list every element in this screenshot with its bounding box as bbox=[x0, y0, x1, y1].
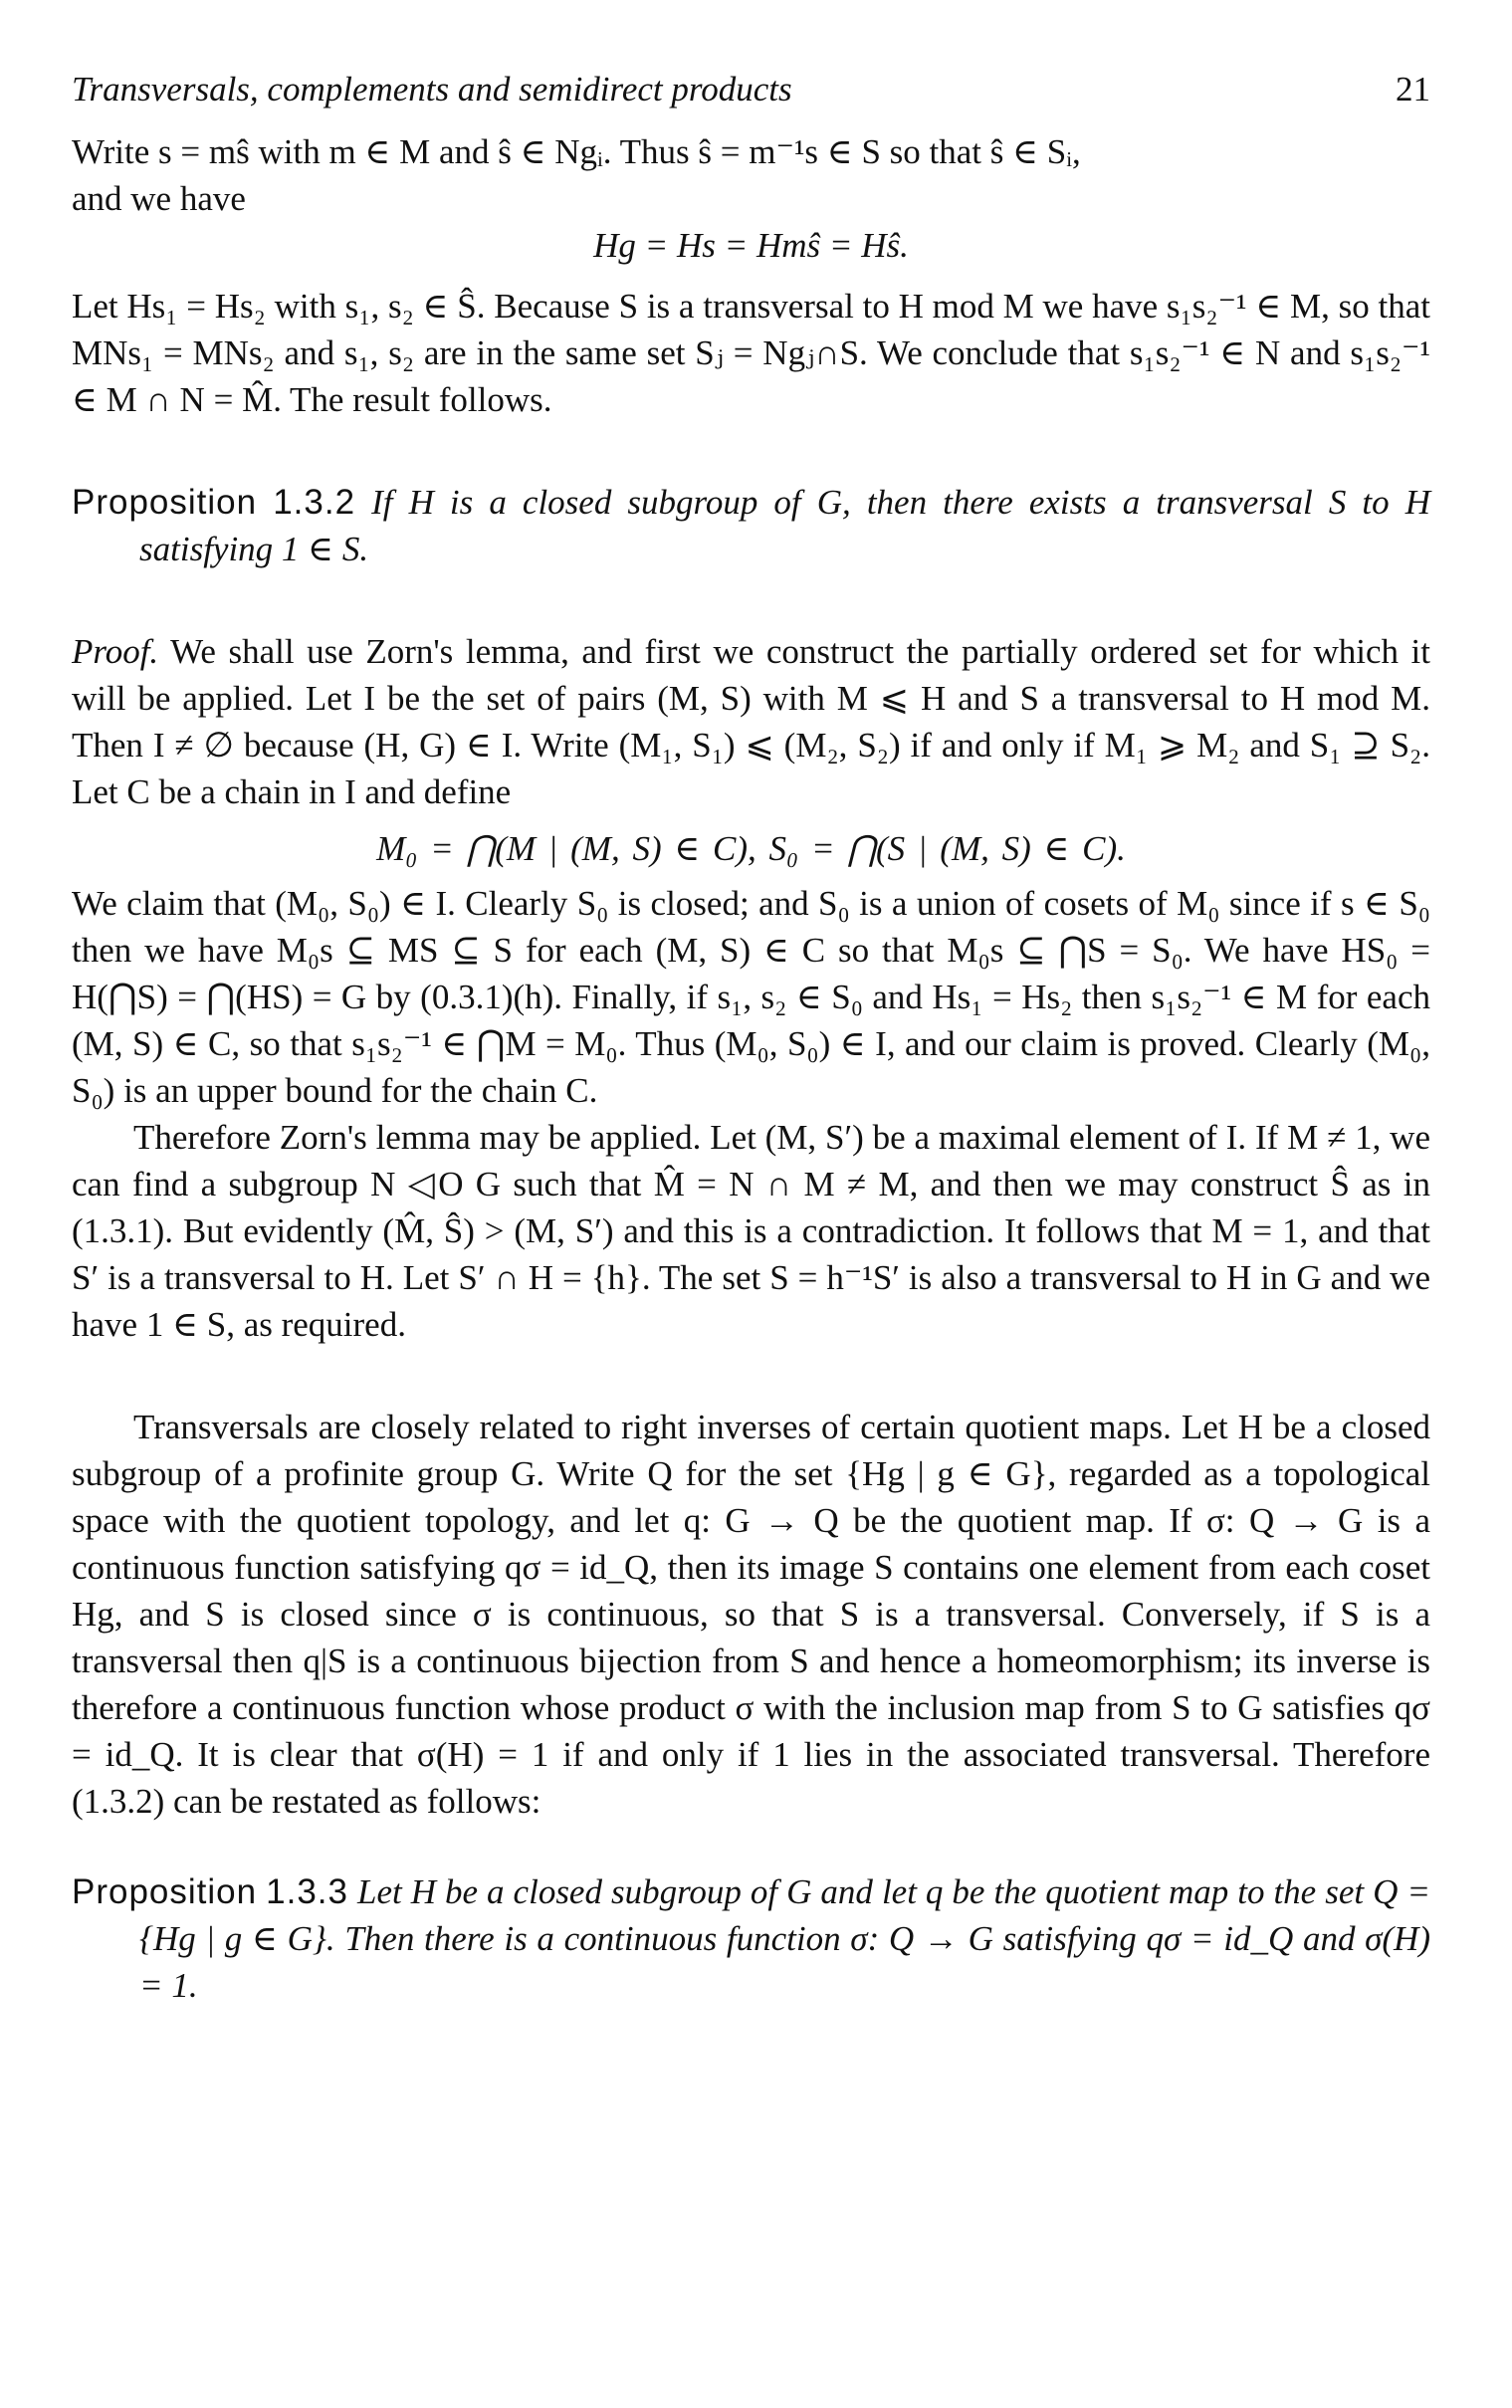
proof-text: We shall use Zorn's lemma, and first we construct the partially ordered set for which it will be applied. Let I be the set of pairs (M, S) with M ⩽ H and S a transversal to H mod M. Then I ≠ ∅ because (H, G) ∈ I. Write (M₁, S₁) ⩽ (M₂, S₂) if and only if M₁ ⩾ M₂ and S₁ ⊇ S₂. Let C be a chain in I and define bbox=[72, 632, 1430, 811]
paragraph-line: Write s = mŝ with m ∈ M and ŝ ∈ Ngᵢ. Thus ŝ = m⁻¹s ∈ S so that ŝ ∈ Sᵢ, bbox=[72, 132, 1081, 171]
proposition-1-3-2 bbox=[72, 479, 1430, 572]
page bbox=[72, 66, 1430, 2009]
proposition-statement: Let H be a closed subgroup of G and let q be the quotient map to the set Q = {Hg | g ∈ G}. Then there is a continuous function σ: Q → G satisfying qσ = id_Q and σ(H) = 1. bbox=[139, 1872, 1431, 2005]
running-title: Transversals, complements and semidirect products bbox=[72, 70, 792, 109]
paragraph-transversals: Transversals are closely related to right inverses of certain quotient maps. Let H be a closed subgroup of a profinite group G. Write Q for the set {Hg | g ∈ G}, regarded as a topological space with the quotient topology, and let q: G → Q be the quotient map. If σ: Q → G is a continuous function satisfying qσ = id_Q, then its image S contains one element from each coset Hg, and S is closed since σ is continuous, so that S is a transversal. Conversely, if S is a transversal then q|S is a continuous bijection from S and hence a homeomorphism; its inverse is therefore a continuous function whose product σ with the inclusion map from S to G satisfies qσ = id_Q. It is clear that σ(H) = 1 if and only if 1 lies in the associated transversal. Therefore (1.3.2) can be restated as follows: bbox=[72, 1408, 1430, 1821]
running-header bbox=[72, 66, 1430, 112]
proposition-label: Proposition bbox=[72, 1872, 258, 1911]
proof-label: Proof. bbox=[72, 632, 159, 671]
paragraph-line: and we have bbox=[72, 179, 246, 218]
paragraph-let-hs1: Let Hs₁ = Hs₂ with s₁, s₂ ∈ Ŝ. Because S is a transversal to H mod M we have s₁s₂⁻¹ ∈ M, so that MNs₁ = MNs₂ and s₁, s₂ are in the same set Sⱼ = Ngⱼ∩S. We conclude that s₁s₂⁻¹ ∈ N and s₁s₂⁻¹ ∈ M ∩ N = M̂. The result follows. bbox=[72, 287, 1430, 419]
proposition-number: 1.3.2 bbox=[273, 483, 356, 522]
proposition-statement: If H is a closed subgroup of G, then there exists a transversal S to H satisfying 1 ∈ S. bbox=[139, 483, 1430, 568]
display-equation-intersections: M₀ = ⋂(M | (M, S) ∈ C), S₀ = ⋂(S | (M, S) ∈ C). bbox=[376, 829, 1126, 868]
proof-paragraph bbox=[72, 628, 1430, 815]
proposition-label: Proposition bbox=[72, 483, 258, 522]
proof-zorn-paragraph: Therefore Zorn's lemma may be applied. Let (M, S′) be a maximal element of I. If M ≠ 1, we can find a subgroup N ◁O G such that M̂ = N ∩ M ≠ M, and then we may construct Ŝ as in (1.3.1). But evidently (M̂, Ŝ) > (M, S′) and this is a contradiction. It follows that M = 1, and that S′ is a transversal to H. Let S′ ∩ H = {h}. The set S = h⁻¹S′ is also a transversal to H in G and we have 1 ∈ S, as required. bbox=[72, 1118, 1430, 1344]
paragraph-write-s bbox=[72, 128, 1430, 222]
page-number: 21 bbox=[1396, 70, 1430, 109]
proposition-1-3-3 bbox=[72, 1868, 1430, 2009]
display-equation: Hg = Hs = Hmŝ = Hŝ. bbox=[593, 226, 909, 265]
proof-claim-paragraph: We claim that (M₀, S₀) ∈ I. Clearly S₀ is closed; and S₀ is a union of cosets of M₀ since if s ∈ S₀ then we have M₀s ⊆ MS ⊆ S for each (M, S) ∈ C so that M₀s ⊆ ⋂S = S₀. We have HS₀ = H(⋂S) = ⋂(HS) = G by (0.3.1)(h). Finally, if s₁, s₂ ∈ S₀ and Hs₁ = Hs₂ then s₁s₂⁻¹ ∈ M for each (M, S) ∈ C, so that s₁s₂⁻¹ ∈ ⋂M = M₀. Thus (M₀, S₀) ∈ I, and our claim is proved. Clearly (M₀, S₀) is an upper bound for the chain C. bbox=[72, 884, 1430, 1110]
proposition-number: 1.3.3 bbox=[266, 1872, 348, 1911]
